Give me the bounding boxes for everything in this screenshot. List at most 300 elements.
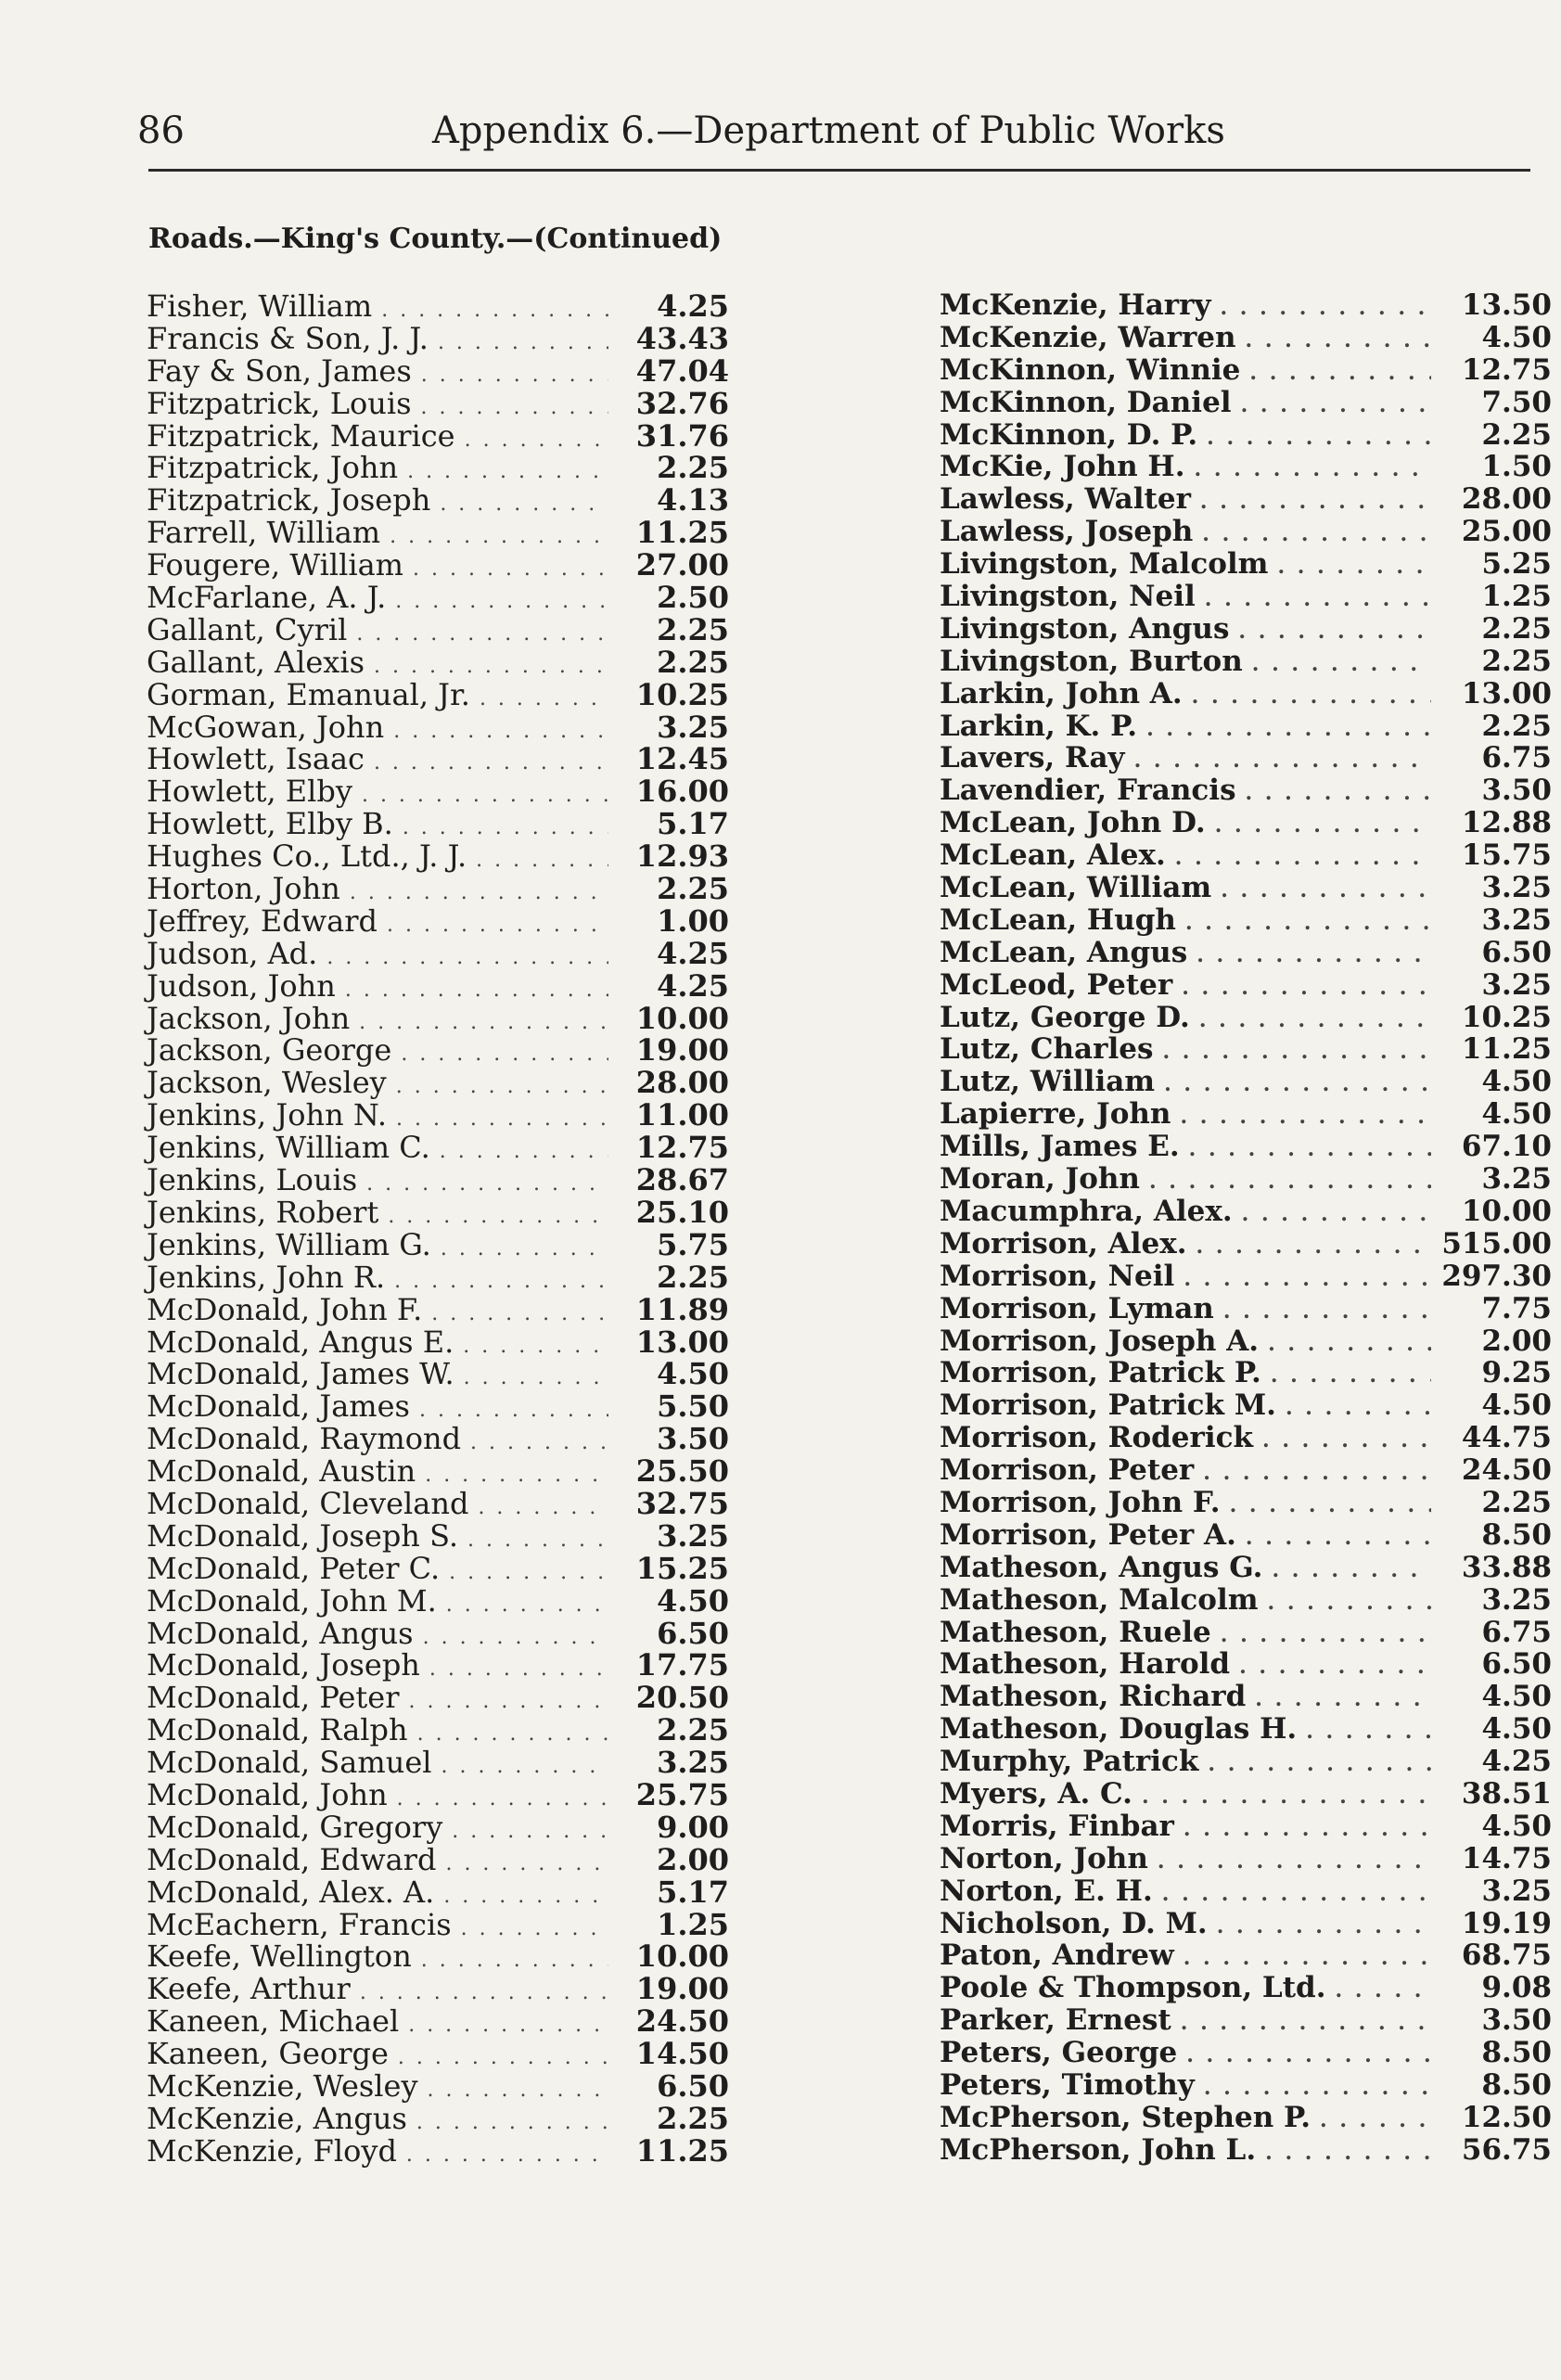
dot-leader — [470, 1431, 608, 1454]
entry-amount: 12.88 — [1461, 806, 1552, 840]
entry-amount: 28.00 — [635, 1065, 729, 1101]
entry-amount: 2.25 — [657, 450, 729, 486]
dot-leader — [362, 784, 608, 807]
entry-amount: 2.25 — [1481, 1485, 1552, 1519]
dot-leader — [1268, 1591, 1431, 1615]
entry-amount: 6.50 — [657, 1615, 729, 1651]
dot-leader — [1242, 1202, 1431, 1226]
list-item — [147, 547, 729, 583]
dot-leader — [416, 2111, 608, 2134]
page-header — [137, 109, 1436, 165]
entry-amount: 8.50 — [1481, 2036, 1552, 2070]
dot-leader — [452, 1820, 608, 1843]
list-item — [940, 968, 1552, 1001]
entry-name: McLean, John D. — [940, 806, 1206, 840]
entry-name: Morrison, Neil — [940, 1259, 1175, 1293]
entry-name: Mills, James E. — [940, 1130, 1180, 1164]
section-title: Roads.—King's County.—(Continued) — [148, 223, 723, 255]
list-item — [940, 353, 1552, 386]
list-item — [147, 935, 729, 971]
dot-leader — [408, 1690, 608, 1713]
dot-leader — [1241, 393, 1431, 417]
entry-amount: 28.00 — [1461, 482, 1552, 517]
entry-name: Fitzpatrick, Louis — [147, 385, 412, 421]
entry-amount: 4.50 — [1481, 1065, 1552, 1099]
entry-amount: 3.25 — [1481, 902, 1552, 937]
list-item — [940, 1001, 1552, 1033]
entry-amount: 5.25 — [1481, 547, 1552, 582]
list-item — [940, 741, 1552, 774]
list-item — [940, 1130, 1552, 1162]
dot-leader — [1220, 296, 1431, 320]
dot-leader — [1184, 1946, 1431, 1970]
entry-amount: 14.50 — [635, 2036, 729, 2072]
list-item — [147, 1777, 729, 1810]
dot-leader — [1221, 878, 1431, 902]
entry-name: Jenkins, William C. — [147, 1130, 430, 1166]
list-item — [940, 1195, 1552, 1227]
list-item — [147, 2067, 729, 2104]
entry-name: Judson, Ad. — [147, 935, 318, 971]
dot-leader — [440, 493, 608, 516]
entry-amount: 4.25 — [657, 288, 729, 324]
list-item — [147, 1130, 729, 1166]
dot-leader — [464, 1366, 608, 1389]
dot-leader — [1239, 1655, 1431, 1679]
list-item — [147, 2003, 729, 2040]
list-item — [147, 1939, 729, 1975]
list-item — [147, 806, 729, 842]
list-item — [940, 1777, 1552, 1810]
entry-name: Lutz, William — [940, 1065, 1156, 1099]
entry-name: Jackson, John — [147, 1000, 351, 1036]
dot-leader — [356, 622, 608, 646]
page-title: Appendix 6.—Department of Public Works — [432, 109, 1225, 152]
entry-amount: 6.75 — [1481, 741, 1552, 775]
entry-name: McEachern, Francis — [147, 1906, 452, 1942]
entry-name: Fougere, William — [147, 547, 404, 583]
entry-name: Howlett, Isaac — [147, 741, 365, 777]
dot-leader — [1262, 1428, 1431, 1452]
list-item — [147, 482, 729, 518]
entry-name: Gallant, Alexis — [147, 644, 365, 680]
entry-amount: 17.75 — [635, 1647, 729, 1683]
entry-name: Morrison, Alex. — [940, 1226, 1187, 1260]
list-item — [940, 1260, 1552, 1292]
list-item — [940, 2036, 1552, 2068]
list-item — [147, 1291, 729, 1327]
list-item — [147, 2100, 729, 2136]
dot-leader — [387, 914, 608, 937]
dot-leader — [1195, 457, 1431, 481]
entry-amount: 4.50 — [657, 1356, 729, 1392]
dot-leader — [465, 429, 608, 452]
dot-leader — [1142, 1785, 1431, 1809]
entry-amount: 12.45 — [635, 741, 729, 777]
dot-leader — [1207, 426, 1431, 450]
entry-name: Morrison, Peter A. — [940, 1517, 1236, 1552]
dot-leader — [345, 979, 608, 1002]
list-item — [147, 1485, 729, 1521]
list-item — [940, 710, 1552, 742]
entry-amount: 10.25 — [1461, 1000, 1552, 1034]
list-item — [147, 1615, 729, 1651]
entry-name: Morrison, Lyman — [940, 1291, 1214, 1325]
entry-name: McDonald, Alex. A. — [147, 1874, 435, 1910]
entry-name: Lawless, Walter — [940, 482, 1191, 517]
entry-name: McPherson, Stephen P. — [940, 2100, 1311, 2134]
entry-amount: 28.67 — [635, 1162, 729, 1198]
dot-leader — [1158, 1849, 1431, 1874]
entry-amount: 4.25 — [1481, 1745, 1552, 1779]
list-item — [940, 515, 1552, 547]
entry-amount: 31.76 — [635, 417, 729, 454]
list-item — [147, 1194, 729, 1230]
entry-name: McDonald, Austin — [147, 1453, 416, 1490]
entry-amount: 19.00 — [635, 1032, 729, 1068]
entry-name: Murphy, Patrick — [940, 1745, 1199, 1779]
dot-leader — [476, 849, 608, 872]
list-item — [940, 386, 1552, 418]
dot-leader — [350, 881, 608, 904]
entry-name: Moran, John — [940, 1162, 1140, 1196]
entry-amount: 515.00 — [1441, 1226, 1552, 1260]
dot-leader — [397, 1787, 608, 1811]
list-item — [147, 1712, 729, 1748]
list-item — [940, 1907, 1552, 1939]
entry-amount: 1.25 — [657, 1906, 729, 1942]
dot-leader — [441, 1755, 608, 1778]
entry-amount: 4.50 — [657, 1582, 729, 1619]
entry-amount: 3.25 — [657, 1745, 729, 1781]
list-item — [147, 1259, 729, 1295]
entry-amount: 19.00 — [635, 1971, 729, 2007]
entry-name: Kaneen, Michael — [147, 2003, 400, 2040]
entry-name: Paton, Andrew — [940, 1939, 1174, 1973]
entry-name: Norton, E. H. — [940, 1874, 1153, 1908]
entry-name: Fitzpatrick, Joseph — [147, 482, 431, 518]
entry-name: Macumphra, Alex. — [940, 1194, 1233, 1228]
entry-amount: 10.25 — [635, 676, 729, 712]
entry-amount: 5.17 — [657, 806, 729, 842]
dot-leader — [461, 1917, 608, 1940]
list-item — [940, 1680, 1552, 1712]
entry-amount: 10.00 — [635, 1000, 729, 1036]
list-item — [940, 321, 1552, 353]
entry-amount: 3.25 — [1481, 1162, 1552, 1196]
entry-amount: 27.00 — [635, 547, 729, 583]
dot-leader — [431, 1302, 608, 1325]
entry-name: McKenzie, Angus — [147, 2100, 407, 2136]
dot-leader — [1306, 1720, 1431, 1744]
entry-name: Lavendier, Francis — [940, 774, 1236, 808]
entry-name: Lavers, Ray — [940, 741, 1125, 775]
entry-name: Jackson, George — [147, 1032, 392, 1068]
entry-amount: 2.25 — [657, 2100, 729, 2136]
list-item — [940, 547, 1552, 580]
dot-leader — [1164, 1072, 1431, 1096]
dot-leader — [394, 1270, 608, 1293]
entry-amount: 4.50 — [1481, 1712, 1552, 1747]
entry-amount: 6.50 — [657, 2067, 729, 2104]
list-item — [940, 1745, 1552, 1777]
entry-amount: 25.75 — [635, 1776, 729, 1812]
entry-amount: 2.25 — [1481, 644, 1552, 678]
list-item — [147, 2036, 729, 2072]
entry-amount: 15.25 — [635, 1550, 729, 1586]
list-item — [940, 1551, 1552, 1583]
list-item — [940, 645, 1552, 677]
list-item — [940, 1292, 1552, 1324]
dot-leader — [1200, 490, 1431, 514]
dot-leader — [403, 816, 608, 839]
entry-name: Fisher, William — [147, 288, 373, 324]
entry-name: Jenkins, Robert — [147, 1194, 379, 1230]
list-item — [147, 2132, 729, 2169]
entry-amount: 1.00 — [657, 902, 729, 939]
entry-amount: 2.25 — [1481, 709, 1552, 743]
list-item — [940, 580, 1552, 612]
dot-leader — [440, 1140, 608, 1163]
entry-name: Morrison, John F. — [940, 1485, 1221, 1519]
entry-amount: 4.50 — [1481, 320, 1552, 354]
entry-name: Gallant, Cyril — [147, 611, 348, 647]
list-item — [940, 1421, 1552, 1453]
entry-amount: 2.25 — [1481, 611, 1552, 646]
list-item — [940, 1065, 1552, 1097]
entry-name: McLeod, Peter — [940, 967, 1173, 1002]
dot-leader — [443, 1885, 608, 1908]
list-item — [147, 417, 729, 454]
list-item — [940, 482, 1552, 515]
list-item — [940, 1388, 1552, 1421]
entry-name: McKie, John H. — [940, 450, 1185, 484]
dot-leader — [1205, 587, 1431, 611]
entry-name: McFarlane, A. J. — [147, 580, 387, 616]
entry-name: McDonald, James W. — [147, 1356, 454, 1392]
entry-name: Lapierre, John — [940, 1097, 1171, 1132]
list-item — [147, 741, 729, 777]
dot-leader — [1162, 1882, 1431, 1906]
list-item — [147, 1680, 729, 1716]
entry-name: McKenzie, Harry — [940, 288, 1211, 322]
entry-name: Morrison, Patrick M. — [940, 1388, 1276, 1423]
list-item — [147, 1971, 729, 2007]
list-item — [147, 320, 729, 356]
entry-name: Fay & Son, James — [147, 352, 412, 389]
list-item — [940, 1518, 1552, 1551]
entry-name: McDonald, Angus E. — [147, 1324, 454, 1360]
entry-amount: 7.50 — [1481, 385, 1552, 419]
entry-name: Nicholson, D. M. — [940, 1906, 1208, 1940]
list-item — [940, 903, 1552, 936]
dot-leader — [1268, 1332, 1431, 1356]
list-item — [940, 2133, 1552, 2166]
entry-amount: 24.50 — [1461, 1453, 1552, 1488]
dot-leader — [1320, 2108, 1431, 2132]
entry-name: McKenzie, Floyd — [147, 2132, 397, 2169]
list-item — [940, 1583, 1552, 1616]
entry-name: Matheson, Malcolm — [940, 1582, 1259, 1617]
dot-leader — [417, 1722, 608, 1746]
entry-name: Norton, John — [940, 1841, 1148, 1875]
dot-leader — [359, 1011, 608, 1034]
list-item — [147, 1162, 729, 1198]
dot-leader — [438, 331, 608, 354]
dot-leader — [1249, 361, 1431, 385]
entry-amount: 3.25 — [1481, 871, 1552, 905]
entry-name: Hughes Co., Ltd., J. J. — [147, 838, 467, 875]
list-item — [940, 1712, 1552, 1745]
entry-name: McKenzie, Wesley — [147, 2067, 418, 2104]
entry-amount: 25.50 — [635, 1453, 729, 1490]
entry-name: McPherson, John L. — [940, 2132, 1257, 2167]
entry-amount: 19.19 — [1461, 1906, 1552, 1940]
entry-amount: 2.25 — [657, 1259, 729, 1295]
list-item — [940, 1356, 1552, 1388]
entry-name: McKinnon, Winnie — [940, 352, 1241, 387]
entry-amount: 13.00 — [635, 1324, 729, 1360]
entry-name: Jenkins, Louis — [147, 1162, 358, 1198]
dot-leader — [388, 1205, 608, 1228]
dot-leader — [406, 2143, 608, 2167]
dot-leader — [398, 2046, 608, 2069]
entry-amount: 3.25 — [657, 709, 729, 745]
left-column — [147, 288, 729, 2169]
dot-leader — [1208, 1752, 1431, 1776]
list-item — [147, 1647, 729, 1683]
entry-amount: 3.50 — [1481, 2003, 1552, 2038]
list-item — [147, 838, 729, 875]
list-item — [147, 871, 729, 907]
entry-amount: 4.50 — [1481, 1809, 1552, 1843]
list-item — [147, 450, 729, 486]
dot-leader — [381, 299, 608, 322]
entry-name: Jenkins, John N. — [147, 1097, 387, 1133]
dot-leader — [401, 1043, 608, 1066]
list-item — [940, 1227, 1552, 1260]
entry-name: Judson, John — [147, 967, 336, 1004]
dot-leader — [408, 2014, 608, 2037]
dot-leader — [1223, 1299, 1431, 1324]
entry-name: Lutz, Charles — [940, 1032, 1154, 1067]
entry-name: Parker, Ernest — [940, 2003, 1171, 2038]
entry-name: Myers, A. C. — [940, 1776, 1132, 1811]
list-item — [147, 774, 729, 810]
dot-leader — [1192, 685, 1431, 709]
dot-leader — [1149, 1170, 1431, 1194]
dot-leader — [1265, 2141, 1431, 2165]
dot-leader — [1272, 1558, 1431, 1582]
entry-amount: 1.25 — [1481, 580, 1552, 614]
dot-leader — [1189, 1137, 1431, 1161]
entry-amount: 11.25 — [635, 2132, 729, 2169]
entry-name: Livingston, Burton — [940, 644, 1243, 678]
dot-leader — [1196, 1235, 1431, 1259]
entry-name: McDonald, Joseph S. — [147, 1517, 459, 1554]
entry-name: McDonald, Joseph — [147, 1647, 420, 1683]
list-item — [147, 1582, 729, 1619]
list-item — [940, 2003, 1552, 2036]
header-rule — [148, 169, 1530, 172]
list-item — [940, 1647, 1552, 1680]
entry-amount: 8.50 — [1481, 2067, 1552, 2102]
list-item — [147, 1842, 729, 1875]
entry-name: McDonald, Angus — [147, 1615, 414, 1651]
entry-name: McDonald, Ralph — [147, 1712, 408, 1748]
dot-leader — [419, 1399, 608, 1422]
entry-name: Gorman, Emanual, Jr. — [147, 676, 470, 712]
dot-leader — [374, 751, 608, 774]
list-item — [940, 612, 1552, 645]
entry-name: McDonald, Raymond — [147, 1421, 462, 1457]
list-item — [940, 1032, 1552, 1065]
entry-amount: 8.50 — [1481, 1517, 1552, 1552]
entry-name: McDonald, Edward — [147, 1841, 437, 1877]
list-item — [940, 1875, 1552, 1907]
entry-name: Poole & Thompson, Ltd. — [940, 1971, 1326, 2005]
entry-amount: 11.25 — [1461, 1032, 1552, 1067]
entry-amount: 5.17 — [657, 1874, 729, 1910]
entry-amount: 4.25 — [657, 935, 729, 971]
list-item — [147, 1032, 729, 1068]
entry-amount: 16.00 — [635, 774, 729, 810]
dot-leader — [421, 1949, 608, 1972]
entry-name: McDonald, Gregory — [147, 1809, 443, 1845]
list-item — [147, 1453, 729, 1490]
list-item — [147, 612, 729, 645]
dot-leader — [1196, 943, 1431, 967]
entry-amount: 2.25 — [657, 644, 729, 680]
entry-name: McDonald, Cleveland — [147, 1485, 469, 1521]
entry-name: McKinnon, D. P. — [940, 417, 1198, 452]
entry-amount: 2.25 — [657, 1712, 729, 1748]
entry-amount: 13.50 — [1461, 288, 1552, 322]
entry-name: Keefe, Wellington — [147, 1939, 412, 1975]
entry-name: Lutz, George D. — [940, 1000, 1190, 1034]
dot-leader — [463, 1335, 608, 1358]
entry-amount: 32.75 — [635, 1485, 729, 1521]
dot-leader — [1202, 522, 1431, 546]
page-number: 86 — [137, 109, 185, 152]
entry-amount: 5.75 — [657, 1226, 729, 1262]
entry-name: Matheson, Richard — [940, 1680, 1247, 1714]
dot-leader — [446, 1593, 608, 1617]
entry-name: Peters, George — [940, 2036, 1178, 2070]
list-item — [940, 1324, 1552, 1357]
dot-leader — [429, 1657, 608, 1681]
list-item — [147, 515, 729, 551]
entry-name: McDonald, James — [147, 1388, 410, 1425]
list-item — [940, 1453, 1552, 1486]
entry-amount: 297.30 — [1441, 1259, 1552, 1293]
dot-leader — [1204, 2076, 1431, 2100]
dot-leader — [374, 655, 608, 678]
list-item — [147, 902, 729, 939]
dot-leader — [1182, 976, 1431, 1000]
entry-name: Howlett, Elby — [147, 774, 352, 810]
list-item — [147, 385, 729, 421]
entry-amount: 11.89 — [635, 1291, 729, 1327]
entry-name: Matheson, Ruele — [940, 1615, 1211, 1649]
entry-amount: 25.10 — [635, 1194, 729, 1230]
list-item — [147, 580, 729, 616]
list-item — [147, 1906, 729, 1942]
entry-name: Morrison, Peter — [940, 1453, 1195, 1488]
dot-leader — [1252, 652, 1431, 676]
entry-amount: 11.25 — [635, 515, 729, 551]
entry-name: Fitzpatrick, John — [147, 450, 399, 486]
